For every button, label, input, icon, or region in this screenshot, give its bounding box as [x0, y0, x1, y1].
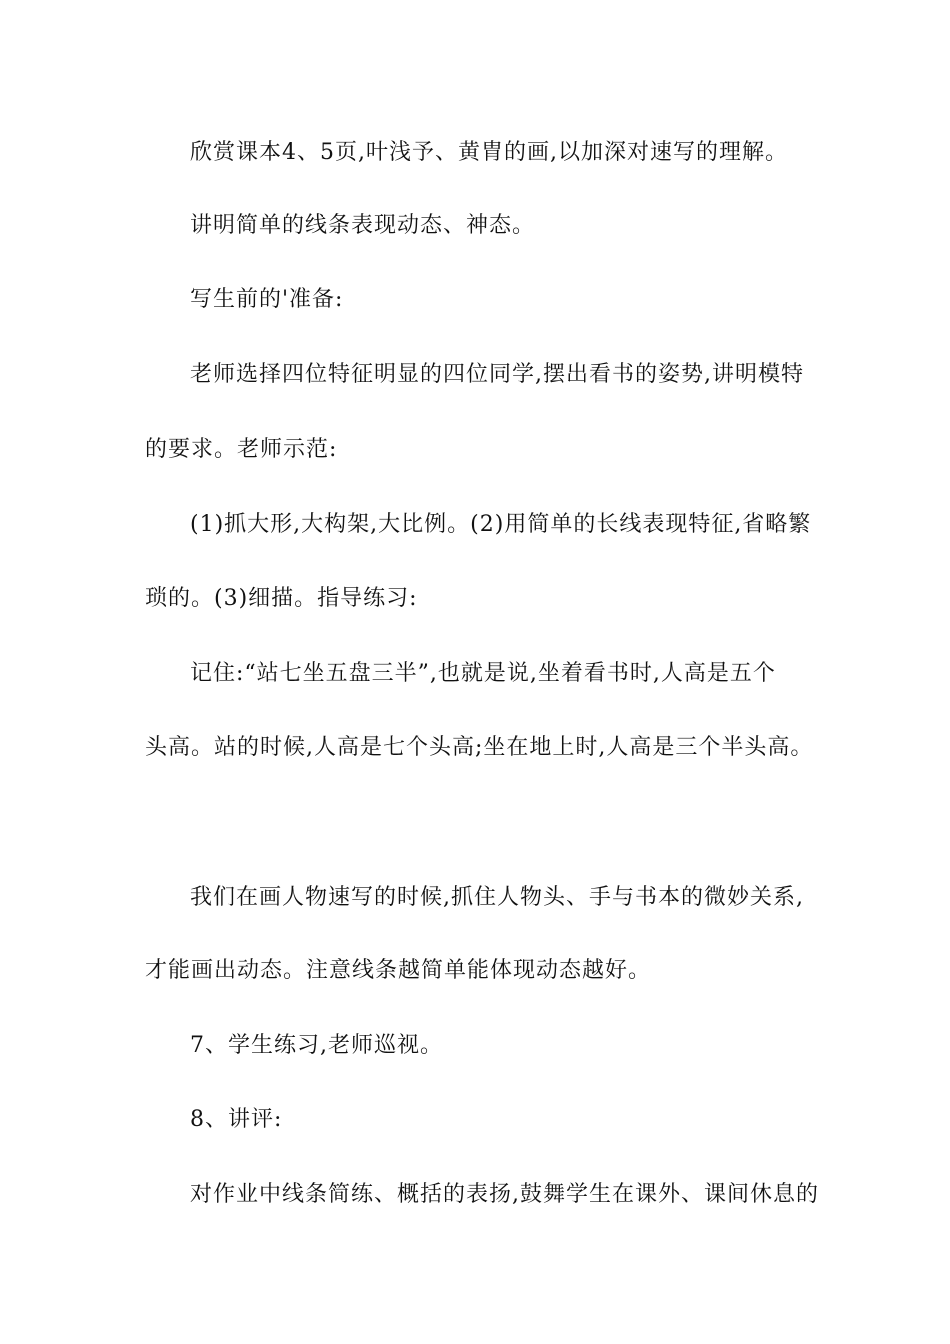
paragraph-5-line-2: 琐的。(3)细描。指导练习: [145, 586, 418, 611]
paragraph-1-line-1: 欣赏课本4、5页,叶浅予、黄胄的画,以加深对速写的理解。 [190, 140, 788, 165]
paragraph-4-line-1: 老师选择四位特征明显的四位同学,摆出看书的姿势,讲明模特 [190, 362, 804, 387]
paragraph-4-line-2: 的要求。老师示范: [145, 437, 338, 462]
paragraph-2-line-1: 讲明简单的线条表现动态、神态。 [190, 213, 536, 238]
paragraph-5-line-1: (1)抓大形,大构架,大比例。(2)用简单的长线表现特征,省略繁 [190, 512, 812, 537]
paragraph-9-line-1: 8、讲评: [190, 1107, 283, 1132]
paragraph-3-line-1: 写生前的'准备: [190, 287, 344, 312]
paragraph-6-line-1: 记住:“站七坐五盘三半”,也就是说,坐着看书时,人高是五个 [190, 661, 776, 686]
paragraph-8-line-1: 7、学生练习,老师巡视。 [190, 1033, 443, 1058]
paragraph-10-line-1: 对作业中线条简练、概括的表扬,鼓舞学生在课外、课间休息的 [190, 1182, 819, 1207]
paragraph-7-line-1: 我们在画人物速写的时候,抓住人物头、手与书本的微妙关系, [190, 885, 804, 910]
paragraph-7-line-2: 才能画出动态。注意线条越简单能体现动态越好。 [145, 958, 652, 983]
paragraph-6-line-2: 头高。站的时候,人高是七个头高;坐在地上时,人高是三个半头高。 [145, 735, 814, 760]
